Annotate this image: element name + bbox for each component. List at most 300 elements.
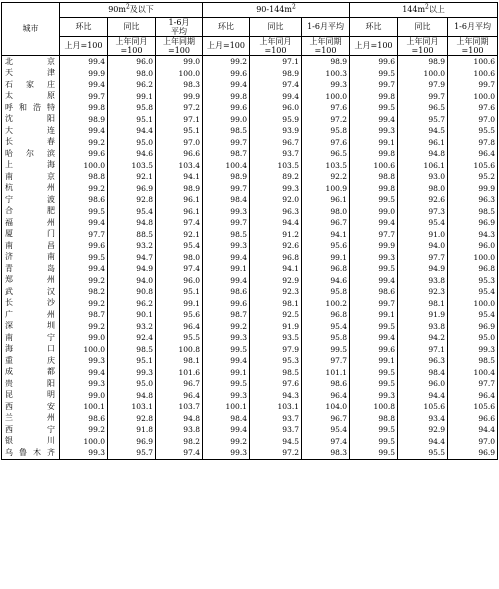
index-value: 95.8: [108, 102, 156, 114]
index-value: 95.1: [156, 286, 203, 298]
index-value: 97.7: [350, 229, 398, 241]
index-value: 100.0: [60, 436, 108, 448]
index-value: 94.0: [398, 240, 448, 252]
city-name: 福州: [2, 217, 60, 229]
index-value: 97.2: [156, 102, 203, 114]
index-value: 97.1: [156, 114, 203, 126]
index-value: 99.3: [203, 447, 250, 459]
index-value: 98.5: [203, 229, 250, 241]
table-row: [2, 275, 498, 287]
table-row: [2, 194, 498, 206]
index-value: 94.8: [108, 390, 156, 402]
index-value: 93.7: [250, 413, 302, 425]
index-value: 95.7: [108, 447, 156, 459]
index-value: 95.8: [302, 125, 350, 137]
index-value: 99.2: [60, 298, 108, 310]
index-value: 97.7: [448, 378, 498, 390]
index-value: 92.1: [108, 171, 156, 183]
index-value: 92.3: [250, 286, 302, 298]
table-row: [2, 355, 498, 367]
index-value: 99.5: [350, 194, 398, 206]
city-name: 贵阳: [2, 378, 60, 390]
index-value: 99.7: [203, 217, 250, 229]
index-value: 96.2: [108, 298, 156, 310]
table-row: [2, 56, 498, 68]
index-value: 92.1: [156, 229, 203, 241]
index-value: 99.7: [398, 91, 448, 103]
index-value: 99.4: [60, 56, 108, 68]
index-value: 97.4: [156, 447, 203, 459]
index-value: 97.6: [448, 102, 498, 114]
index-value: 99.1: [203, 263, 250, 275]
index-value: 89.2: [250, 171, 302, 183]
index-value: 95.5: [448, 125, 498, 137]
index-value: 98.1: [398, 298, 448, 310]
index-value: 99.4: [60, 217, 108, 229]
city-name: 兰州: [2, 413, 60, 425]
table-row: [2, 240, 498, 252]
index-value: 100.1: [60, 401, 108, 413]
index-value: 99.4: [250, 91, 302, 103]
index-value: 97.0: [156, 137, 203, 149]
index-value: 98.1: [250, 298, 302, 310]
index-value: 97.7: [302, 355, 350, 367]
index-value: 99.3: [108, 367, 156, 379]
index-value: 99.1: [350, 137, 398, 149]
index-value: 93.4: [398, 413, 448, 425]
group-header-over-144: $144m^2$以上: [350, 3, 498, 18]
table-row: [2, 321, 498, 333]
index-value: 100.6: [448, 56, 498, 68]
table-row: [2, 424, 498, 436]
city-name: 重庆: [2, 355, 60, 367]
index-value: 93.8: [398, 321, 448, 333]
city-name: 昆明: [2, 390, 60, 402]
index-value: 95.4: [108, 206, 156, 218]
city-name: 沈阳: [2, 114, 60, 126]
table-row: [2, 286, 498, 298]
city-name: 银川: [2, 436, 60, 448]
city-name: 上海: [2, 160, 60, 172]
index-value: 99.5: [203, 344, 250, 356]
table-row: [2, 160, 498, 172]
index-value: 99.7: [350, 79, 398, 91]
index-value: 94.4: [448, 424, 498, 436]
index-value: 95.0: [108, 137, 156, 149]
index-value: 92.9: [398, 424, 448, 436]
index-value: 98.9: [398, 56, 448, 68]
index-value: 99.3: [302, 79, 350, 91]
index-value: 93.8: [156, 424, 203, 436]
city-name: 深圳: [2, 321, 60, 333]
index-value: 99.3: [60, 447, 108, 459]
index-value: 100.8: [156, 344, 203, 356]
index-value: 99.1: [108, 91, 156, 103]
mom-header: 环比: [60, 18, 108, 37]
index-value: 104.0: [302, 401, 350, 413]
index-value: 93.5: [250, 332, 302, 344]
index-value: 96.1: [302, 194, 350, 206]
index-value: 99.5: [350, 447, 398, 459]
index-value: 96.7: [302, 413, 350, 425]
index-value: 99.4: [350, 275, 398, 287]
index-value: 99.3: [448, 344, 498, 356]
index-value: 99.5: [350, 367, 398, 379]
index-value: 103.1: [250, 401, 302, 413]
avg-header: 1-6月平均: [448, 18, 498, 37]
index-value: 103.1: [108, 401, 156, 413]
table-row: [2, 252, 498, 264]
index-value: 98.7: [60, 309, 108, 321]
index-value: 97.6: [302, 137, 350, 149]
index-value: 99.6: [60, 148, 108, 160]
index-value: 99.7: [203, 137, 250, 149]
yoy-base: 上年同月 =100: [398, 37, 448, 56]
index-value: 99.3: [350, 125, 398, 137]
index-value: 99.0: [203, 114, 250, 126]
table-row: [2, 390, 498, 402]
index-value: 99.8: [350, 91, 398, 103]
table-row: [2, 137, 498, 149]
city-name: 郑州: [2, 275, 60, 287]
index-value: 101.1: [302, 367, 350, 379]
index-value: 97.7: [398, 252, 448, 264]
index-value: 99.3: [203, 240, 250, 252]
index-value: 96.7: [250, 137, 302, 149]
index-value: 103.5: [250, 160, 302, 172]
table-row: [2, 298, 498, 310]
city-name: 武汉: [2, 286, 60, 298]
index-value: 94.2: [398, 332, 448, 344]
index-value: 91.9: [250, 321, 302, 333]
index-value: 99.2: [60, 424, 108, 436]
city-name: 天津: [2, 68, 60, 80]
index-value: 98.8: [350, 171, 398, 183]
index-value: 98.2: [156, 436, 203, 448]
index-value: 99.2: [60, 275, 108, 287]
table-row: [2, 114, 498, 126]
table-row: [2, 309, 498, 321]
index-value: 99.5: [60, 206, 108, 218]
index-value: 99.5: [203, 378, 250, 390]
yoy-base: 上年同月 =100: [250, 37, 302, 56]
group-header-under-90: $90m^2$及以下: [60, 3, 203, 18]
city-name: 海口: [2, 344, 60, 356]
index-value: 97.4: [156, 217, 203, 229]
city-name: 北京: [2, 56, 60, 68]
index-value: 99.3: [60, 355, 108, 367]
mom-base: 上月=100: [203, 37, 250, 56]
index-value: 92.9: [250, 275, 302, 287]
index-value: 96.4: [302, 390, 350, 402]
index-value: 98.6: [203, 286, 250, 298]
index-value: 95.4: [448, 309, 498, 321]
index-value: 98.3: [302, 447, 350, 459]
avg-header: 1-6月 平均: [156, 18, 203, 37]
city-name: 哈尔滨: [2, 148, 60, 160]
index-value: 98.7: [203, 148, 250, 160]
index-value: 98.4: [203, 413, 250, 425]
index-value: 96.8: [250, 252, 302, 264]
index-value: 105.6: [448, 160, 498, 172]
index-value: 96.4: [448, 148, 498, 160]
group-header-90-144: $90-144m^2$: [203, 3, 350, 18]
index-value: 99.5: [350, 263, 398, 275]
yoy-base: 上年同月 =100: [108, 37, 156, 56]
city-name: 成都: [2, 367, 60, 379]
table-row: [2, 183, 498, 195]
index-value: 91.8: [108, 424, 156, 436]
index-value: 99.5: [350, 68, 398, 80]
city-name: 长春: [2, 137, 60, 149]
index-value: 99.7: [350, 298, 398, 310]
index-value: 93.7: [250, 148, 302, 160]
avg-base: 上年同期 =100: [302, 37, 350, 56]
city-name: 南昌: [2, 240, 60, 252]
index-value: 100.8: [350, 401, 398, 413]
table-row: [2, 263, 498, 275]
index-value: 95.9: [250, 114, 302, 126]
index-value: 99.3: [60, 378, 108, 390]
index-value: 98.6: [350, 286, 398, 298]
index-value: 97.4: [302, 436, 350, 448]
index-value: 100.0: [302, 91, 350, 103]
index-value: 106.1: [398, 160, 448, 172]
index-value: 98.9: [60, 114, 108, 126]
index-value: 99.0: [60, 332, 108, 344]
index-value: 100.6: [350, 160, 398, 172]
index-value: 96.9: [448, 447, 498, 459]
index-value: 95.8: [302, 332, 350, 344]
index-value: 95.1: [156, 125, 203, 137]
index-value: 94.8: [156, 413, 203, 425]
index-value: 96.0: [108, 56, 156, 68]
index-value: 92.6: [250, 240, 302, 252]
index-value: 96.7: [302, 217, 350, 229]
index-value: 99.4: [60, 79, 108, 91]
city-name: 石家庄: [2, 79, 60, 91]
index-value: 96.2: [108, 79, 156, 91]
index-value: 94.9: [108, 263, 156, 275]
index-value: 96.8: [448, 263, 498, 275]
index-value: 90.8: [108, 286, 156, 298]
index-value: 94.7: [108, 252, 156, 264]
index-value: 99.3: [203, 206, 250, 218]
index-value: 97.6: [250, 378, 302, 390]
city-name: 宁波: [2, 194, 60, 206]
index-value: 99.4: [203, 355, 250, 367]
index-value: 96.1: [156, 194, 203, 206]
index-value: 99.4: [203, 79, 250, 91]
index-value: 94.3: [448, 229, 498, 241]
avg-base: 上年同期 =100: [156, 37, 203, 56]
index-value: 94.5: [398, 125, 448, 137]
index-value: 101.6: [156, 367, 203, 379]
index-value: 99.1: [350, 355, 398, 367]
index-value: 99.9: [350, 240, 398, 252]
index-value: 99.5: [60, 252, 108, 264]
index-value: 88.5: [108, 229, 156, 241]
index-value: 96.9: [448, 321, 498, 333]
index-value: 99.4: [60, 367, 108, 379]
index-value: 95.4: [398, 217, 448, 229]
index-value: 98.6: [302, 378, 350, 390]
index-value: 96.4: [448, 390, 498, 402]
index-value: 99.2: [203, 436, 250, 448]
index-value: 95.1: [108, 114, 156, 126]
table-row: [2, 217, 498, 229]
index-value: 103.4: [156, 160, 203, 172]
table-row: [2, 229, 498, 241]
index-value: 98.8: [60, 171, 108, 183]
index-value: 97.9: [398, 79, 448, 91]
index-value: 93.8: [398, 275, 448, 287]
index-value: 99.8: [60, 102, 108, 114]
index-value: 92.5: [250, 309, 302, 321]
index-value: 99.9: [448, 183, 498, 195]
table-row: [2, 125, 498, 137]
index-value: 97.1: [398, 344, 448, 356]
index-value: 99.3: [350, 252, 398, 264]
index-value: 99.6: [60, 240, 108, 252]
index-value: 92.6: [398, 194, 448, 206]
table-body: [2, 56, 498, 460]
index-value: 99.0: [60, 390, 108, 402]
table-row: [2, 148, 498, 160]
table-row: [2, 332, 498, 344]
yoy-header: 同比: [108, 18, 156, 37]
index-value: 99.0: [350, 206, 398, 218]
index-value: 93.2: [108, 240, 156, 252]
index-value: 95.8: [302, 286, 350, 298]
index-value: 95.6: [302, 240, 350, 252]
index-value: 99.3: [250, 183, 302, 195]
index-value: 99.8: [350, 148, 398, 160]
index-value: 98.6: [60, 194, 108, 206]
index-value: 98.1: [156, 355, 203, 367]
index-value: 99.5: [350, 378, 398, 390]
index-value: 99.4: [203, 275, 250, 287]
table-row: [2, 344, 498, 356]
index-value: 95.4: [302, 321, 350, 333]
index-value: 92.2: [302, 171, 350, 183]
table-row: [2, 401, 498, 413]
city-name: 呼和浩特: [2, 102, 60, 114]
index-value: 96.6: [156, 148, 203, 160]
index-value: 95.0: [108, 378, 156, 390]
index-value: 93.2: [108, 321, 156, 333]
index-value: 99.4: [350, 217, 398, 229]
index-value: 96.9: [108, 183, 156, 195]
index-value: 97.7: [60, 229, 108, 241]
yoy-header: 同比: [250, 18, 302, 37]
index-value: 98.3: [156, 79, 203, 91]
index-value: 100.3: [302, 68, 350, 80]
city-column-header: 城市: [2, 3, 60, 56]
index-value: 99.4: [350, 114, 398, 126]
index-value: 99.0: [156, 56, 203, 68]
index-value: 96.5: [398, 102, 448, 114]
index-value: 91.0: [398, 229, 448, 241]
index-value: 99.5: [350, 436, 398, 448]
index-value: 99.1: [350, 309, 398, 321]
city-name: 济南: [2, 252, 60, 264]
index-value: 94.1: [250, 263, 302, 275]
index-value: 99.7: [448, 79, 498, 91]
table-header: [2, 3, 498, 56]
city-name: 长沙: [2, 298, 60, 310]
index-value: 90.1: [108, 309, 156, 321]
index-value: 100.1: [203, 401, 250, 413]
index-value: 99.8: [350, 183, 398, 195]
index-value: 94.4: [250, 217, 302, 229]
index-value: 100.0: [448, 252, 498, 264]
index-value: 99.3: [203, 332, 250, 344]
index-value: 96.3: [398, 355, 448, 367]
city-name: 乌鲁木齐: [2, 447, 60, 459]
index-value: 95.4: [448, 286, 498, 298]
index-value: 99.5: [302, 344, 350, 356]
index-value: 100.2: [302, 298, 350, 310]
index-value: 92.3: [398, 286, 448, 298]
index-value: 100.0: [156, 68, 203, 80]
index-value: 91.2: [250, 229, 302, 241]
index-value: 95.2: [448, 171, 498, 183]
index-value: 99.3: [350, 390, 398, 402]
index-value: 92.0: [250, 194, 302, 206]
index-value: 99.9: [156, 91, 203, 103]
index-value: 98.0: [398, 183, 448, 195]
index-value: 96.7: [156, 378, 203, 390]
table-row: [2, 91, 498, 103]
city-name: 青岛: [2, 263, 60, 275]
index-value: 105.6: [448, 401, 498, 413]
index-value: 99.2: [203, 321, 250, 333]
index-value: 96.9: [108, 436, 156, 448]
index-value: 95.4: [156, 240, 203, 252]
table-row: [2, 68, 498, 80]
index-value: 99.2: [60, 321, 108, 333]
index-value: 100.9: [302, 183, 350, 195]
index-value: 99.7: [203, 183, 250, 195]
index-value: 98.9: [302, 56, 350, 68]
index-value: 97.2: [302, 114, 350, 126]
yoy-header: 同比: [398, 18, 448, 37]
index-value: 99.2: [60, 183, 108, 195]
index-value: 98.4: [398, 367, 448, 379]
index-value: 95.1: [108, 355, 156, 367]
index-value: 95.7: [398, 114, 448, 126]
index-value: 98.4: [203, 194, 250, 206]
index-value: 94.4: [108, 125, 156, 137]
index-value: 96.1: [156, 206, 203, 218]
index-value: 97.9: [250, 344, 302, 356]
index-value: 91.9: [398, 309, 448, 321]
index-value: 96.8: [302, 263, 350, 275]
index-value: 98.5: [203, 125, 250, 137]
index-value: 97.4: [250, 79, 302, 91]
index-value: 98.6: [60, 413, 108, 425]
index-value: 100.4: [203, 160, 250, 172]
index-value: 99.1: [302, 252, 350, 264]
index-value: 94.4: [398, 390, 448, 402]
index-value: 95.4: [302, 424, 350, 436]
index-value: 98.9: [203, 171, 250, 183]
index-value: 99.6: [203, 298, 250, 310]
index-value: 93.9: [250, 125, 302, 137]
index-value: 94.3: [250, 390, 302, 402]
index-value: 96.8: [302, 309, 350, 321]
